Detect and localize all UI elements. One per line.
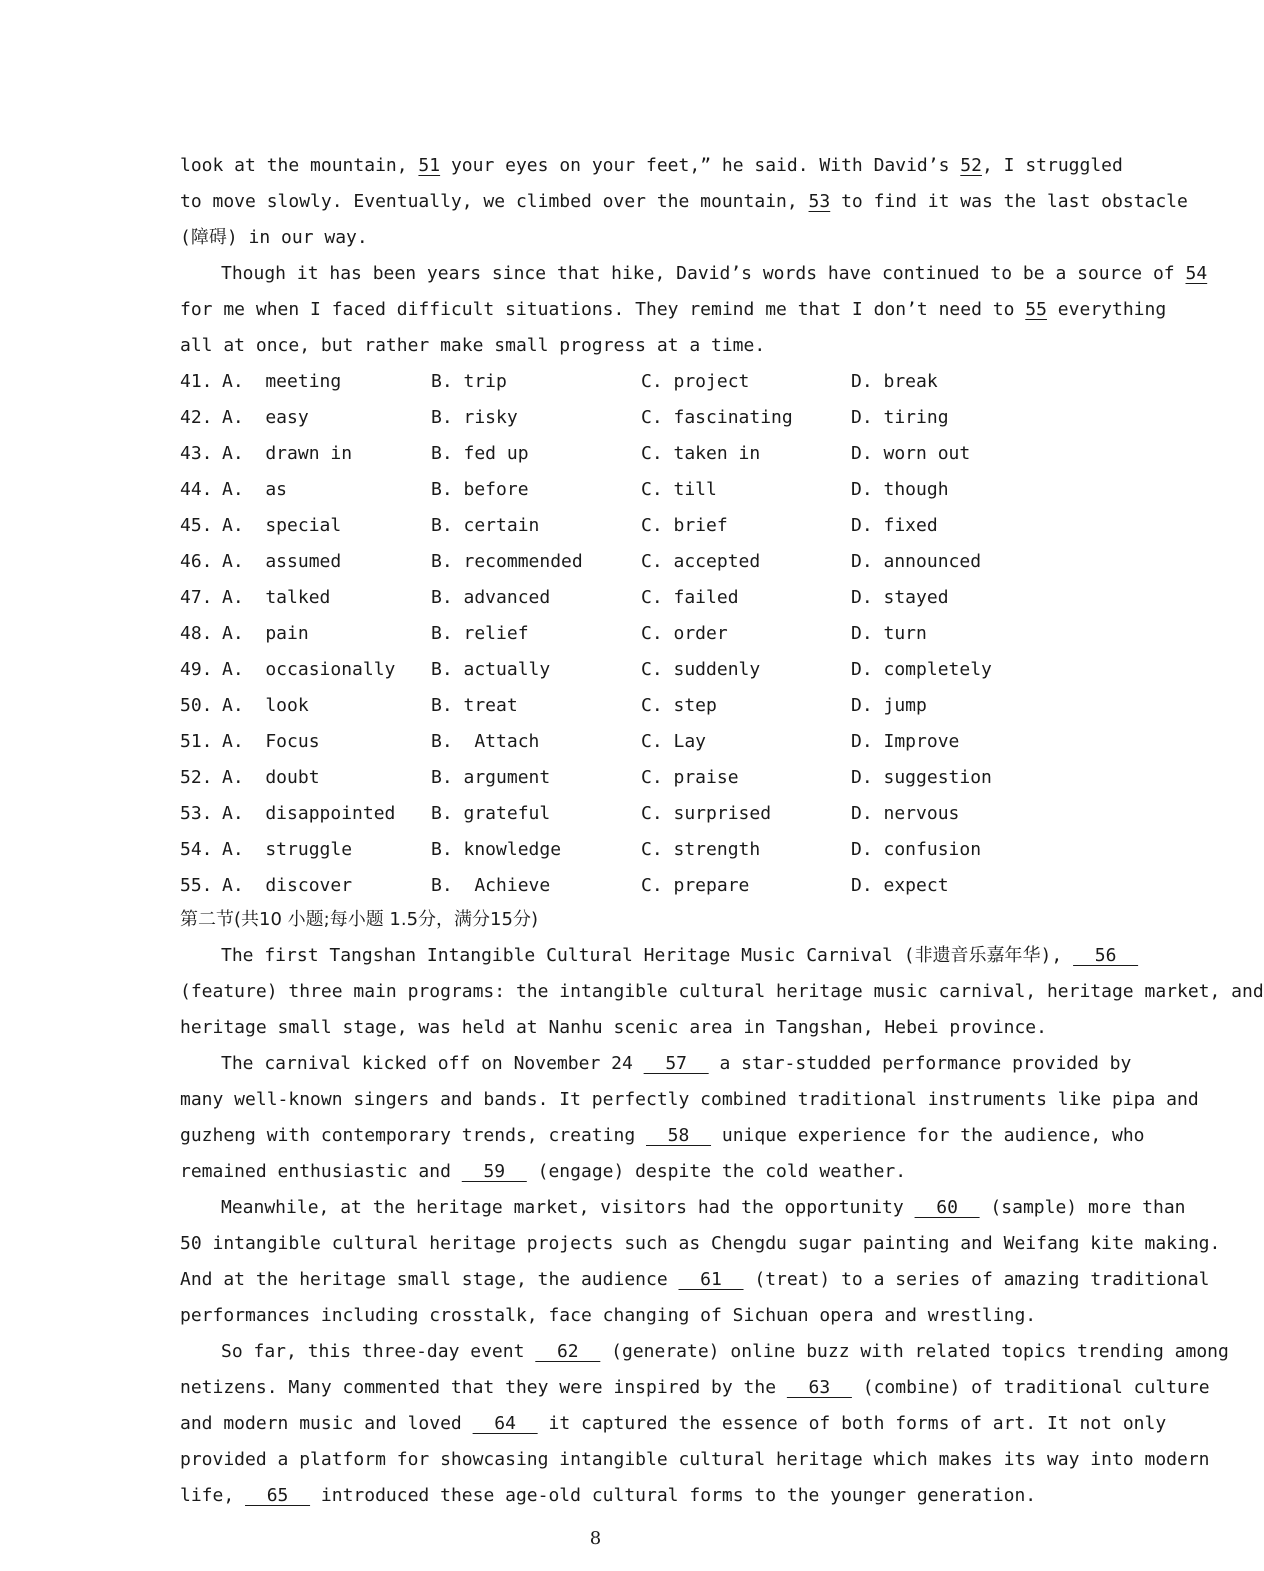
option-row	[180, 796, 1180, 832]
question-number: 52.	[180, 767, 213, 788]
text-run: , I struggled	[981, 155, 1123, 176]
question-number: 45.	[180, 515, 213, 536]
option-a: A. occasionally	[222, 659, 396, 680]
page-number: 8	[589, 1528, 602, 1549]
text-run: (treat) to a series of amazing traditional	[743, 1269, 1210, 1290]
option-b: B. grateful	[431, 803, 551, 824]
question-number: 51.	[180, 731, 213, 752]
option-c: C. praise	[641, 767, 739, 788]
text-run: and modern music and loved	[180, 1413, 473, 1434]
blank-59: 59	[461, 1161, 527, 1182]
option-row	[180, 364, 1180, 400]
option-b: B. Achieve	[431, 875, 551, 896]
option-row	[180, 472, 1180, 508]
option-b: B. treat	[431, 695, 518, 716]
text-run: netizens. Many commented that they were inspired by the	[180, 1377, 787, 1398]
option-b: B. Attach	[431, 731, 540, 752]
option-row	[180, 616, 1180, 652]
option-row	[180, 400, 1180, 436]
option-d: D. worn out	[851, 443, 971, 464]
text-run: unique experience for the audience, who	[711, 1125, 1145, 1146]
blank-61: 61	[678, 1269, 744, 1290]
text-run: for me when I faced difficult situations. They remind me that I don’t need to	[180, 299, 1026, 320]
text-run: And at the heritage small stage, the audience	[180, 1269, 679, 1290]
blank-63: 63	[786, 1377, 852, 1398]
option-b: B. advanced	[431, 587, 551, 608]
passage-line	[180, 1370, 1210, 1406]
passage-line: many well-known singers and bands. It perfectly combined traditional instruments like pipa and	[180, 1089, 1199, 1110]
passage-line	[180, 1406, 1185, 1442]
text-run: So far, this three-day event	[221, 1341, 536, 1362]
option-row	[180, 832, 1180, 868]
passage-line	[180, 148, 1185, 184]
option-d: D. break	[851, 371, 938, 392]
blank-57: 57	[643, 1053, 709, 1074]
option-d: D. Improve	[851, 731, 960, 752]
option-a: A. Focus	[222, 731, 320, 752]
option-row	[180, 724, 1180, 760]
text-run: remained enthusiastic and	[180, 1161, 462, 1182]
option-row	[180, 544, 1180, 580]
text-run: to find it was the last obstacle	[830, 191, 1188, 212]
option-c: C. failed	[641, 587, 739, 608]
option-d: D. fixed	[851, 515, 938, 536]
option-c: C. taken in	[641, 443, 761, 464]
passage-line: provided a platform for showcasing intangible cultural heritage which makes its way into modern	[180, 1449, 1210, 1470]
option-a: A. special	[222, 515, 342, 536]
option-row	[180, 580, 1180, 616]
text-run: it captured the essence of both forms of art. It not only	[537, 1413, 1167, 1434]
option-c: C. accepted	[641, 551, 761, 572]
passage-line	[180, 184, 1188, 220]
text-run: (combine) of traditional culture	[851, 1377, 1210, 1398]
option-a: A. disappointed	[222, 803, 396, 824]
option-a: A. meeting	[222, 371, 342, 392]
option-row	[180, 688, 1180, 724]
passage-line	[221, 1190, 1185, 1226]
blank-51: 51	[418, 155, 441, 176]
passage-line	[221, 1334, 1229, 1370]
passage-line	[180, 1154, 1185, 1190]
option-d: D. completely	[851, 659, 992, 680]
blank-56: 56	[1073, 945, 1139, 966]
text-run: Meanwhile, at the heritage market, visitors had the opportunity	[221, 1197, 915, 1218]
passage-line: (障碍) in our way.	[180, 227, 368, 248]
passage-line	[180, 292, 1185, 328]
option-a: A. talked	[222, 587, 331, 608]
option-b: B. fed up	[431, 443, 529, 464]
option-d: D. suggestion	[851, 767, 992, 788]
option-row	[180, 508, 1180, 544]
option-row	[180, 760, 1180, 796]
question-number: 55.	[180, 875, 213, 896]
option-c: C. brief	[641, 515, 728, 536]
passage-line: (feature) three main programs: the intangible cultural heritage music carnival, heritage market, and	[180, 981, 1264, 1002]
option-d: D. stayed	[851, 587, 949, 608]
passage-line	[180, 1478, 1185, 1514]
text-run: everything	[1046, 299, 1167, 320]
option-row	[180, 868, 1180, 904]
option-a: A. pain	[222, 623, 309, 644]
question-number: 42.	[180, 407, 213, 428]
text-run: The first Tangshan Intangible Cultural Heritage Music Carnival (非遗音乐嘉年华),	[221, 945, 1074, 966]
blank-64: 64	[472, 1413, 538, 1434]
option-c: C. till	[641, 479, 717, 500]
passage-line	[221, 1046, 1185, 1082]
passage-line: 50 intangible cultural heritage projects such as Chengdu sugar painting and Weifang kite making.	[180, 1233, 1221, 1254]
passage-line	[221, 938, 1185, 974]
option-d: D. tiring	[851, 407, 949, 428]
passage-line	[180, 1262, 1210, 1298]
question-number: 41.	[180, 371, 213, 392]
option-a: A. as	[222, 479, 288, 500]
option-a: A. assumed	[222, 551, 342, 572]
text-run: Though it has been years since that hike, David’s words have continued to be a source of	[221, 263, 1186, 284]
passage-line	[221, 256, 1208, 292]
blank-58: 58	[646, 1125, 712, 1146]
question-number: 50.	[180, 695, 213, 716]
text-run: a star-studded performance provided by	[708, 1053, 1132, 1074]
question-number: 47.	[180, 587, 213, 608]
text-run: to move slowly. Eventually, we climbed over the mountain,	[180, 191, 809, 212]
text-run: life,	[180, 1485, 246, 1506]
option-a: A. easy	[222, 407, 309, 428]
option-c: C. step	[641, 695, 717, 716]
text-run: (engage) despite the cold weather.	[526, 1161, 907, 1182]
option-a: A. struggle	[222, 839, 353, 860]
option-a: A. look	[222, 695, 309, 716]
option-b: B. trip	[431, 371, 507, 392]
question-number: 49.	[180, 659, 213, 680]
question-number: 53.	[180, 803, 213, 824]
option-c: C. order	[641, 623, 728, 644]
option-b: B. recommended	[431, 551, 583, 572]
option-c: C. fascinating	[641, 407, 793, 428]
blank-62: 62	[535, 1341, 601, 1362]
question-number: 48.	[180, 623, 213, 644]
text-run: guzheng with contemporary trends, creating	[180, 1125, 646, 1146]
option-row	[180, 436, 1180, 472]
text-run: your eyes on your feet,” he said. With David’s	[440, 155, 961, 176]
text-run: (generate) online buzz with related topics trending among	[600, 1341, 1229, 1362]
blank-60: 60	[914, 1197, 980, 1218]
blank-53: 53	[808, 191, 831, 212]
option-b: B. argument	[431, 767, 551, 788]
blank-65: 65	[245, 1485, 311, 1506]
option-row	[180, 652, 1180, 688]
question-number: 43.	[180, 443, 213, 464]
option-c: C. Lay	[641, 731, 707, 752]
question-number: 54.	[180, 839, 213, 860]
option-b: B. relief	[431, 623, 529, 644]
option-c: C. project	[641, 371, 750, 392]
option-d: D. jump	[851, 695, 927, 716]
option-a: A. drawn in	[222, 443, 353, 464]
option-c: C. strength	[641, 839, 761, 860]
option-b: B. certain	[431, 515, 540, 536]
option-d: D. expect	[851, 875, 949, 896]
text-run: introduced these age-old cultural forms to the younger generation.	[310, 1485, 1037, 1506]
option-d: D. nervous	[851, 803, 960, 824]
option-d: D. confusion	[851, 839, 982, 860]
option-d: D. turn	[851, 623, 927, 644]
question-number: 46.	[180, 551, 213, 572]
passage-line: heritage small stage, was held at Nanhu scenic area in Tangshan, Hebei province.	[180, 1017, 1047, 1038]
passage-line: all at once, but rather make small progress at a time.	[180, 335, 766, 356]
option-b: B. knowledge	[431, 839, 562, 860]
blank-54: 54	[1185, 263, 1208, 284]
section-title: 第二节(共10 小题;每小题 1.5分，满分15分)	[180, 909, 538, 930]
question-number: 44.	[180, 479, 213, 500]
passage-line	[180, 1118, 1185, 1154]
option-c: C. surprised	[641, 803, 772, 824]
option-a: A. discover	[222, 875, 353, 896]
blank-52: 52	[960, 155, 982, 176]
option-b: B. before	[431, 479, 529, 500]
option-c: C. prepare	[641, 875, 750, 896]
option-a: A. doubt	[222, 767, 320, 788]
option-d: D. announced	[851, 551, 982, 572]
passage-line: performances including crosstalk, face changing of Sichuan opera and wrestling.	[180, 1305, 1037, 1326]
blank-55: 55	[1025, 299, 1047, 320]
text-run: (sample) more than	[979, 1197, 1186, 1218]
option-b: B. actually	[431, 659, 551, 680]
option-d: D. though	[851, 479, 949, 500]
option-c: C. suddenly	[641, 659, 761, 680]
text-run: look at the mountain,	[180, 155, 419, 176]
option-b: B. risky	[431, 407, 518, 428]
text-run: The carnival kicked off on November 24	[221, 1053, 644, 1074]
